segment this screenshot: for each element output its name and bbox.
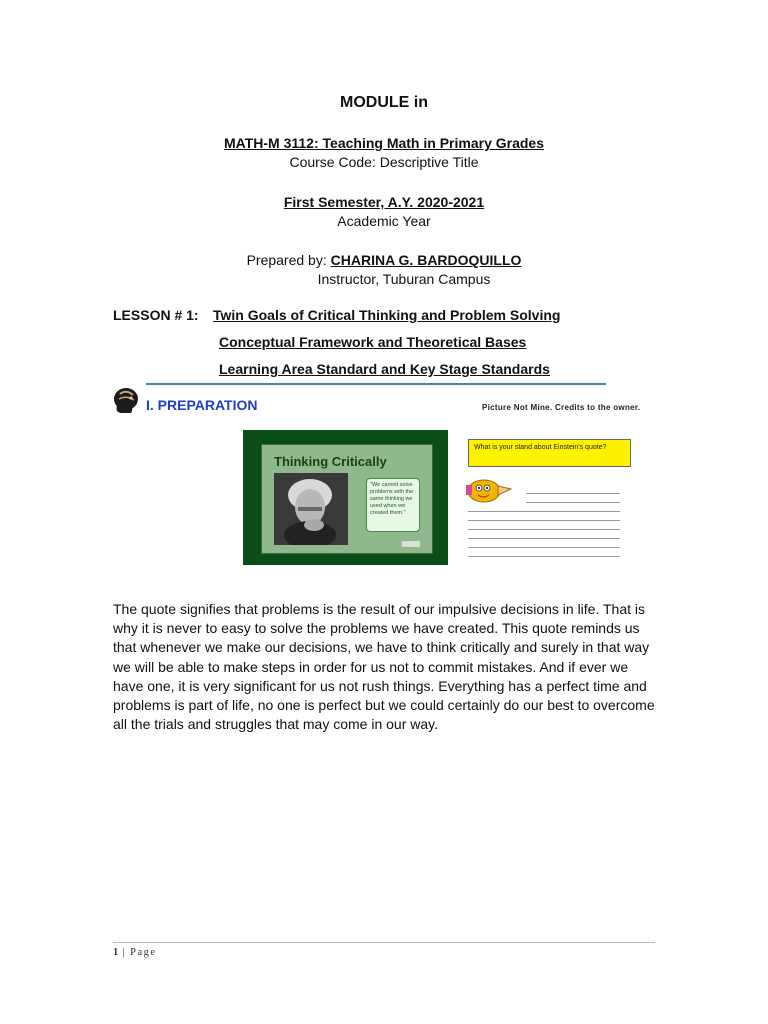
prepared-by-name: CHARINA G. BARDOQUILLO [330, 252, 522, 268]
image-credit: Picture Not Mine. Credits to the owner. [482, 403, 641, 412]
lesson-line-1: Twin Goals of Critical Thinking and Problem Solving [213, 307, 561, 323]
course-title: MATH-M 3112: Teaching Math in Primary Grades [223, 135, 544, 151]
thinking-critically-image [243, 430, 448, 565]
head-profile-icon [111, 386, 141, 414]
footer-separator: | [118, 947, 131, 958]
writing-line [526, 493, 620, 494]
lesson-line-3: Learning Area Standard and Key Stage Standards [219, 361, 550, 377]
paragraph-text: The quote signifies that problems is the result of our impulsive decisions in life. That is why it is never to easy to solve the problems we have created. This quote reminds us that whenever we make our decisions, we have to think critically and surely in that way we will be able to make steps in order for us not to commit mistakes. And if ever we have one, it is very significant for us not rush things. Everything has a perfect time and problems is part of life, no one is perfect but we could certainly do our best to overcome all the trials and struggles that may come in our way. [113, 601, 655, 733]
side-vertical-strip [245, 474, 251, 514]
footer-rule [113, 942, 655, 943]
semester-title: First Semester, A.Y. 2020-2021 [283, 194, 485, 210]
einstein-portrait [274, 473, 348, 545]
prepared-by-line [0, 251, 768, 270]
semester-caption: Academic Year [337, 213, 431, 229]
quote-bubble: "We cannot solve problems with the same thinking we used when we created them." [366, 478, 420, 532]
semester-block [0, 193, 768, 231]
prepared-block [0, 251, 768, 289]
section-rule [146, 383, 606, 385]
writing-line [468, 547, 620, 548]
writing-line [468, 556, 620, 557]
body-paragraph [113, 600, 658, 734]
image-inner-panel [261, 444, 433, 554]
reflection-image [460, 434, 622, 566]
page-number: 1 [113, 947, 119, 958]
prompt-box: What is your stand about Einstein's quote? [468, 439, 631, 467]
page-footer [113, 947, 157, 958]
lesson-line-2: Conceptual Framework and Theoretical Bases [219, 334, 527, 350]
image-title: Thinking Critically [274, 454, 387, 469]
writing-line [526, 502, 620, 503]
writing-line [468, 529, 620, 530]
lesson-label: LESSON # 1: [113, 307, 199, 323]
course-caption: Course Code: Descriptive Title [289, 154, 479, 170]
prepared-by-label: Prepared by: [246, 252, 331, 268]
course-block [0, 134, 768, 172]
instructor-caption: Instructor, Tuburan Campus [317, 271, 491, 287]
writing-line [468, 520, 620, 521]
badge-icon [402, 541, 420, 547]
page-label: Page [130, 947, 157, 958]
module-title: MODULE in [340, 94, 428, 111]
portrait-icon [274, 473, 348, 545]
writing-line [468, 538, 620, 539]
pencil-mascot-icon [462, 476, 512, 504]
writing-line [468, 511, 620, 512]
section-title: I. PREPARATION [146, 397, 258, 413]
